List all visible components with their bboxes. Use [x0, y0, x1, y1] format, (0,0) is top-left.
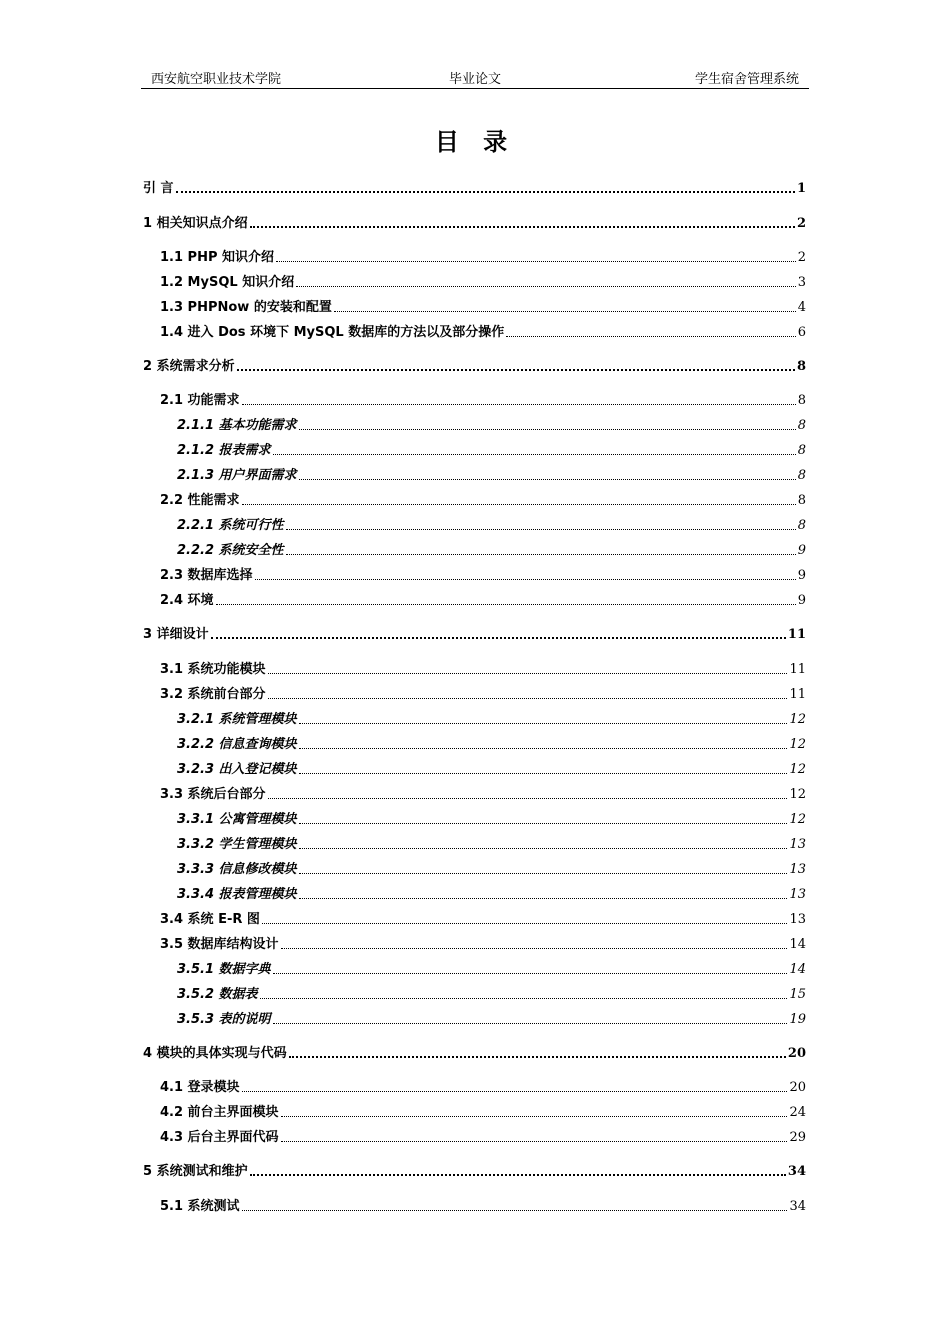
toc-leader-dots [242, 503, 796, 505]
toc-entry-page: 11 [787, 627, 806, 642]
toc-entry[interactable] [143, 356, 806, 376]
toc-leader-dots [242, 403, 796, 405]
toc-leader-dots [211, 636, 786, 639]
toc-entry-label: 3.3.2 学生管理模块 [177, 837, 297, 852]
toc-leader-dots [299, 872, 788, 874]
toc-entry-page: 20 [789, 1080, 806, 1095]
toc-entry-label: 3.5.2 数据表 [177, 987, 258, 1002]
toc-entry-page: 8 [797, 418, 806, 433]
toc-entry[interactable] [160, 934, 806, 954]
toc-leader-dots [268, 797, 788, 799]
toc-entry[interactable] [160, 247, 806, 267]
toc-leader-dots [281, 1140, 788, 1142]
toc-entry-label: 4 模块的具体实现与代码 [143, 1046, 287, 1061]
toc-entry-page: 29 [789, 1130, 806, 1145]
toc-entry[interactable] [177, 984, 806, 1004]
toc-entry-label: 1 相关知识点介绍 [143, 216, 248, 231]
toc-entry-page: 24 [789, 1105, 806, 1120]
toc-entry[interactable] [160, 297, 806, 317]
toc-entry[interactable] [177, 759, 806, 779]
toc-entry-label: 3.3.3 信息修改模块 [177, 862, 297, 877]
header-project-title: 学生宿舍管理系统 [694, 72, 799, 87]
toc-entry[interactable] [177, 415, 806, 435]
toc-leader-dots [281, 1115, 788, 1117]
toc-title: 目 录 [434, 128, 516, 156]
toc-entry-label: 3 详细设计 [143, 627, 209, 642]
toc-leader-dots [260, 997, 788, 999]
toc-entry[interactable] [160, 590, 806, 610]
toc-leader-dots [216, 603, 796, 605]
toc-leader-dots [334, 310, 796, 312]
toc-entry-page: 12 [789, 762, 806, 777]
toc-entry-label: 2 系统需求分析 [143, 359, 235, 374]
toc-leader-dots [268, 672, 788, 674]
toc-entry-page: 12 [789, 712, 806, 727]
toc-entry-label: 2.2 性能需求 [160, 493, 240, 508]
toc-leader-dots [262, 922, 788, 924]
toc-leader-dots [299, 428, 796, 430]
toc-entry[interactable] [160, 490, 806, 510]
toc-entry-page: 12 [789, 787, 806, 802]
toc-entry-label: 2.1.3 用户界面需求 [177, 468, 297, 483]
toc-entry-page: 34 [789, 1199, 806, 1214]
toc-entry-page: 13 [789, 887, 806, 902]
toc-entry[interactable] [143, 178, 806, 198]
toc-leader-dots [176, 190, 795, 193]
toc-entry-page: 12 [789, 812, 806, 827]
toc-leader-dots [286, 528, 796, 530]
toc-entry[interactable] [177, 540, 806, 560]
toc-leader-dots [273, 972, 788, 974]
toc-entry[interactable] [177, 859, 806, 879]
toc-entry[interactable] [160, 565, 806, 585]
toc-entry[interactable] [160, 1102, 806, 1122]
toc-entry-label: 3.4 系统 E-R 图 [160, 912, 260, 927]
toc-leader-dots [299, 822, 788, 824]
toc-leader-dots [242, 1090, 788, 1092]
toc-entry-label: 3.2.3 出入登记模块 [177, 762, 297, 777]
toc-entry-page: 3 [797, 275, 806, 290]
toc-leader-dots [299, 897, 788, 899]
toc-leader-dots [250, 225, 795, 228]
toc-entry-label: 3.1 系统功能模块 [160, 662, 266, 677]
toc-entry-page: 6 [797, 325, 806, 340]
toc-leader-dots [286, 553, 796, 555]
toc-entry-page: 12 [789, 737, 806, 752]
toc-leader-dots [242, 1209, 788, 1211]
toc-entry-page: 2 [796, 216, 806, 231]
toc-leader-dots [281, 947, 788, 949]
toc-entry-label: 2.4 环境 [160, 593, 214, 608]
toc-leader-dots [299, 847, 788, 849]
toc-entry-label: 2.1.2 报表需求 [177, 443, 271, 458]
toc-entry[interactable] [160, 1077, 806, 1097]
toc-entry[interactable] [177, 834, 806, 854]
toc-entry-label: 3.5.1 数据字典 [177, 962, 271, 977]
toc-entry-label: 3.5 数据库结构设计 [160, 937, 279, 952]
toc-entry-label: 4.1 登录模块 [160, 1080, 240, 1095]
toc-entry[interactable] [160, 784, 806, 804]
toc-entry[interactable] [177, 959, 806, 979]
toc-entry-label: 3.3.1 公寓管理模块 [177, 812, 297, 827]
toc-entry-page: 13 [789, 912, 806, 927]
toc-entry-page: 2 [797, 250, 806, 265]
toc-entry-label: 5 系统测试和维护 [143, 1164, 248, 1179]
toc-leader-dots [506, 335, 795, 337]
toc-entry-label: 1.1 PHP 知识介绍 [160, 250, 275, 265]
toc-leader-dots [299, 772, 788, 774]
toc-entry-page: 19 [789, 1012, 806, 1027]
toc-entry-label: 1.3 PHPNow 的安装和配置 [160, 300, 332, 315]
toc-entry[interactable] [177, 809, 806, 829]
toc-entry-page: 13 [789, 862, 806, 877]
toc-entry-label: 5.1 系统测试 [160, 1199, 240, 1214]
toc-leader-dots [299, 747, 788, 749]
toc-entry[interactable] [160, 272, 806, 292]
toc-entry-page: 9 [797, 543, 806, 558]
toc-entry[interactable] [160, 1127, 806, 1147]
toc-entry[interactable] [177, 1009, 806, 1029]
toc-entry-label: 引 言 [143, 181, 174, 196]
toc-entry-page: 8 [797, 468, 806, 483]
toc-entry[interactable] [177, 734, 806, 754]
toc-entry[interactable] [143, 1043, 806, 1063]
header-school-name: 西安航空职业技术学院 [151, 72, 282, 87]
toc-entry-page: 15 [789, 987, 806, 1002]
toc-entry-page: 11 [789, 687, 806, 702]
toc-entry-label: 1.4 进入 Dos 环境下 MySQL 数据库的方法以及部分操作 [160, 325, 505, 340]
toc-entry-label: 2.1.1 基本功能需求 [177, 418, 297, 433]
toc-entry[interactable] [160, 909, 806, 929]
toc-entry[interactable] [143, 1161, 806, 1181]
toc-leader-dots [299, 722, 788, 724]
toc-entry-page: 8 [797, 393, 806, 408]
toc-entry-label: 2.2.2 系统安全性 [177, 543, 284, 558]
toc-entry-label: 3.2.2 信息查询模块 [177, 737, 297, 752]
toc-entry-page: 8 [797, 443, 806, 458]
toc-entry[interactable] [160, 1196, 806, 1216]
toc-entry-page: 1 [796, 181, 806, 196]
toc-entry[interactable] [160, 684, 806, 704]
toc-entry-label: 3.2 系统前台部分 [160, 687, 266, 702]
toc-entry-page: 8 [796, 359, 806, 374]
toc-leader-dots [273, 1022, 788, 1024]
toc-entry[interactable] [177, 440, 806, 460]
toc-entry[interactable] [177, 515, 806, 535]
toc-entry[interactable] [177, 465, 806, 485]
toc-entry-label: 1.2 MySQL 知识介绍 [160, 275, 295, 290]
toc-entry-page: 20 [787, 1046, 806, 1061]
toc-entry[interactable] [143, 624, 806, 644]
toc-entry-page: 34 [787, 1164, 806, 1179]
toc-entry-page: 11 [789, 662, 806, 677]
header-document-type: 毕业论文 [448, 72, 501, 87]
toc-entry-label: 3.2.1 系统管理模块 [177, 712, 297, 727]
toc-leader-dots [255, 578, 796, 580]
toc-entry-page: 9 [797, 568, 806, 583]
toc-entry[interactable] [177, 884, 806, 904]
toc-entry-label: 4.3 后台主界面代码 [160, 1130, 279, 1145]
toc-entry[interactable] [143, 213, 806, 233]
toc-entry-label: 3.5.3 表的说明 [177, 1012, 271, 1027]
toc-entry-label: 3.3.4 报表管理模块 [177, 887, 297, 902]
toc-entry-page: 8 [797, 493, 806, 508]
toc-entry-page: 14 [789, 937, 806, 952]
toc-leader-dots [237, 368, 795, 371]
toc-entry-label: 2.2.1 系统可行性 [177, 518, 284, 533]
toc-entry[interactable] [160, 659, 806, 679]
toc-leader-dots [273, 453, 796, 455]
toc-entry[interactable] [160, 390, 806, 410]
toc-entry-page: 4 [797, 300, 806, 315]
toc-entry-label: 4.2 前台主界面模块 [160, 1105, 279, 1120]
toc-leader-dots [289, 1055, 786, 1058]
toc-entry[interactable] [177, 709, 806, 729]
toc-entry-label: 2.1 功能需求 [160, 393, 240, 408]
toc-leader-dots [276, 260, 796, 262]
toc-leader-dots [250, 1173, 786, 1176]
toc-entry-page: 13 [789, 837, 806, 852]
toc-leader-dots [299, 478, 796, 480]
toc-entry-label: 2.3 数据库选择 [160, 568, 253, 583]
toc-entry-page: 8 [797, 518, 806, 533]
toc-entry-page: 9 [797, 593, 806, 608]
toc-entry-label: 3.3 系统后台部分 [160, 787, 266, 802]
toc-leader-dots [268, 697, 788, 699]
toc-leader-dots [296, 285, 796, 287]
toc-entry[interactable] [160, 322, 806, 342]
toc-entry-page: 14 [789, 962, 806, 977]
